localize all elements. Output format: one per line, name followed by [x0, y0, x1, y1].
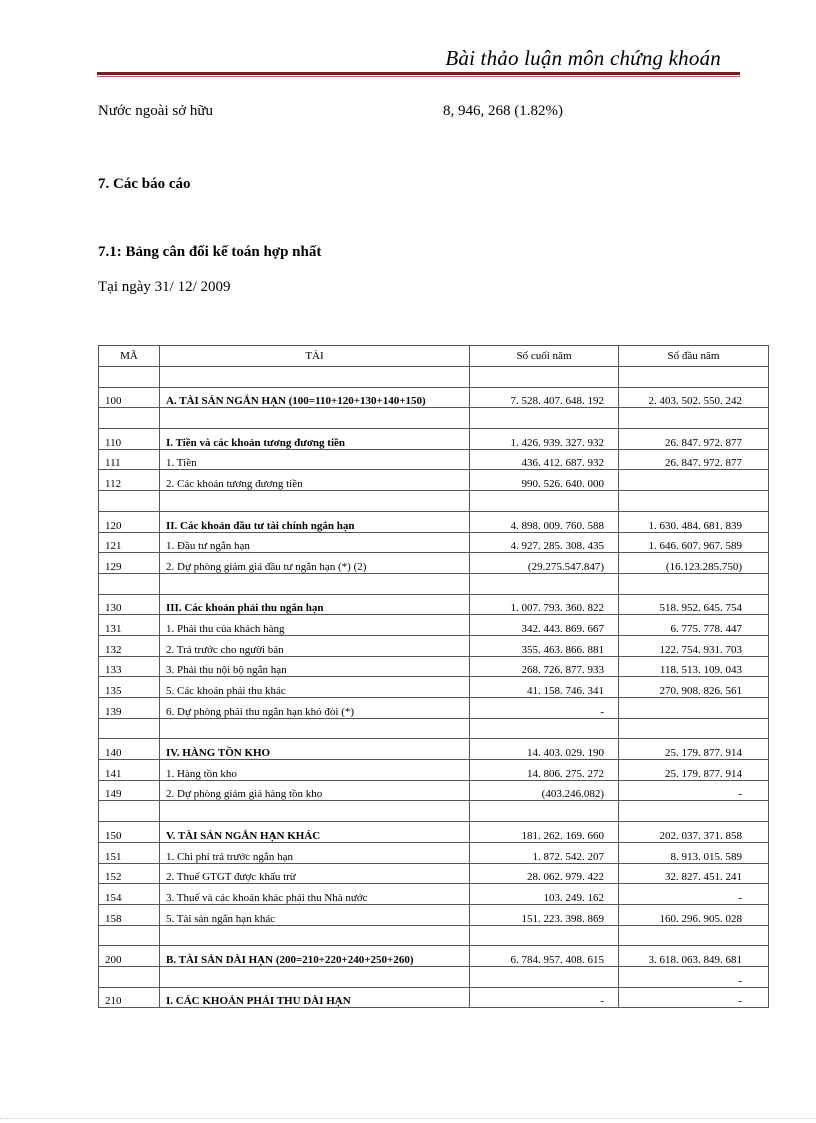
table-row	[99, 491, 769, 512]
row-item-name: 1. Chi phí trả trước ngắn hạn	[160, 842, 470, 863]
table-row	[99, 801, 769, 822]
row-item-name: IV. HÀNG TỒN KHO	[160, 739, 470, 760]
row-start-of-year-value	[619, 573, 769, 594]
row-code: 100	[99, 387, 160, 408]
row-code	[99, 801, 160, 822]
table-row	[99, 842, 769, 863]
row-end-of-year-value: (403.246.082)	[470, 780, 619, 801]
row-start-of-year-value: 202. 037. 371. 858	[619, 822, 769, 843]
row-code	[99, 408, 160, 429]
row-start-of-year-value	[619, 925, 769, 946]
row-end-of-year-value: 1. 007. 793. 360. 822	[470, 594, 619, 615]
row-code: 140	[99, 739, 160, 760]
row-code: 121	[99, 532, 160, 553]
section-7-heading: 7. Các báo cáo	[98, 176, 191, 192]
table-row	[99, 594, 769, 615]
row-end-of-year-value: 436. 412. 687. 932	[470, 449, 619, 470]
table-row	[99, 863, 769, 884]
row-end-of-year-value	[470, 491, 619, 512]
row-code: 129	[99, 553, 160, 574]
row-start-of-year-value	[619, 801, 769, 822]
row-end-of-year-value: 355. 463. 866. 881	[470, 635, 619, 656]
row-code: 111	[99, 449, 160, 470]
balance-sheet-table	[98, 345, 769, 1008]
table-row	[99, 449, 769, 470]
table-row	[99, 470, 769, 491]
table-row	[99, 615, 769, 636]
header-start-of-year: Số đầu năm	[619, 346, 769, 367]
table-row	[99, 387, 769, 408]
row-start-of-year-value: 25. 179. 877. 914	[619, 760, 769, 781]
row-item-name: 5. Tài sản ngắn hạn khác	[160, 904, 470, 925]
row-end-of-year-value: 4. 898. 009. 760. 588	[470, 511, 619, 532]
row-code	[99, 718, 160, 739]
row-start-of-year-value: -	[619, 884, 769, 905]
table-row	[99, 946, 769, 967]
row-code: 139	[99, 698, 160, 719]
row-code: 131	[99, 615, 160, 636]
table-row	[99, 987, 769, 1008]
row-item-name	[160, 573, 470, 594]
table-row	[99, 511, 769, 532]
row-start-of-year-value: 6. 775. 778. 447	[619, 615, 769, 636]
row-code: 133	[99, 656, 160, 677]
row-end-of-year-value	[470, 966, 619, 987]
row-code: 149	[99, 780, 160, 801]
row-code: 112	[99, 470, 160, 491]
row-start-of-year-value: 25. 179. 877. 914	[619, 739, 769, 760]
row-end-of-year-value: 1. 872. 542. 207	[470, 842, 619, 863]
section-7-1-heading: 7.1: Bảng cân đối kế toán hợp nhất	[98, 244, 322, 260]
row-item-name	[160, 491, 470, 512]
row-end-of-year-value: 151. 223. 398. 869	[470, 904, 619, 925]
row-start-of-year-value: 3. 618. 063. 849. 681	[619, 946, 769, 967]
row-item-name: 2. Các khoản tương đương tiền	[160, 470, 470, 491]
row-start-of-year-value: 160. 296. 905. 028	[619, 904, 769, 925]
header-code: MÃ	[99, 346, 160, 367]
row-end-of-year-value: 342. 443. 869. 667	[470, 615, 619, 636]
foreign-ownership-value: 8, 946, 268 (1.82%)	[443, 103, 563, 119]
row-start-of-year-value: -	[619, 966, 769, 987]
table-header-row	[99, 346, 769, 367]
row-item-name: I. Tiền và các khoản tương đương tiền	[160, 429, 470, 450]
row-item-name: 3. Phải thu nội bộ ngắn hạn	[160, 656, 470, 677]
table-row	[99, 656, 769, 677]
row-start-of-year-value: -	[619, 987, 769, 1008]
row-end-of-year-value: -	[470, 987, 619, 1008]
row-end-of-year-value: 28. 062. 979. 422	[470, 863, 619, 884]
row-code	[99, 966, 160, 987]
row-end-of-year-value: -	[470, 698, 619, 719]
table-row	[99, 553, 769, 574]
row-start-of-year-value: (16.123.285.750)	[619, 553, 769, 574]
row-start-of-year-value: 1. 630. 484. 681. 839	[619, 511, 769, 532]
row-item-name: 2. Trả trước cho người bán	[160, 635, 470, 656]
row-start-of-year-value: 26. 847. 972. 877	[619, 449, 769, 470]
row-item-name	[160, 966, 470, 987]
table-row	[99, 925, 769, 946]
table-row	[99, 573, 769, 594]
row-start-of-year-value	[619, 408, 769, 429]
row-end-of-year-value	[470, 801, 619, 822]
row-item-name: 6. Dự phòng phải thu ngắn hạn khó đòi (*)	[160, 698, 470, 719]
row-start-of-year-value: 8. 913. 015. 589	[619, 842, 769, 863]
row-code	[99, 925, 160, 946]
row-item-name: B. TÀI SẢN DÀI HẠN (200=210+220+240+250+260)	[160, 946, 470, 967]
table-row	[99, 367, 769, 388]
row-start-of-year-value	[619, 470, 769, 491]
report-date: Tại ngày 31/ 12/ 2009	[98, 279, 231, 295]
row-start-of-year-value: 122. 754. 931. 703	[619, 635, 769, 656]
row-item-name: V. TÀI SẢN NGẮN HẠN KHÁC	[160, 822, 470, 843]
row-code: 152	[99, 863, 160, 884]
row-item-name: A. TÀI SẢN NGẮN HẠN (100=110+120+130+140+150)	[160, 387, 470, 408]
table-row	[99, 408, 769, 429]
row-item-name: 2. Dự phòng giảm giá đầu tư ngắn hạn (*) (2)	[160, 553, 470, 574]
table-row	[99, 966, 769, 987]
row-item-name: 3. Thuế và các khoản khác phải thu Nhà nước	[160, 884, 470, 905]
table-row	[99, 739, 769, 760]
table-row	[99, 635, 769, 656]
row-code: 200	[99, 946, 160, 967]
row-start-of-year-value: 32. 827. 451. 241	[619, 863, 769, 884]
row-end-of-year-value: 4. 927. 285. 308. 435	[470, 532, 619, 553]
row-start-of-year-value: -	[619, 780, 769, 801]
row-code: 210	[99, 987, 160, 1008]
row-item-name: 1. Hàng tồn kho	[160, 760, 470, 781]
row-item-name: II. Các khoản đầu tư tài chính ngắn hạn	[160, 511, 470, 532]
row-code: 110	[99, 429, 160, 450]
row-item-name: 1. Phải thu của khách hàng	[160, 615, 470, 636]
row-item-name	[160, 801, 470, 822]
row-item-name	[160, 718, 470, 739]
table-row	[99, 429, 769, 450]
row-code: 132	[99, 635, 160, 656]
table-row	[99, 532, 769, 553]
page-bottom-border	[0, 1118, 816, 1119]
row-code	[99, 573, 160, 594]
page-header-title: Bài thảo luận môn chứng khoán	[445, 46, 721, 70]
row-start-of-year-value: 518. 952. 645. 754	[619, 594, 769, 615]
row-start-of-year-value: 118. 513. 109. 043	[619, 656, 769, 677]
row-code: 141	[99, 760, 160, 781]
row-end-of-year-value: 268. 726. 877. 933	[470, 656, 619, 677]
row-end-of-year-value: 7. 528. 407. 648. 192	[470, 387, 619, 408]
row-end-of-year-value: 103. 249. 162	[470, 884, 619, 905]
table-row	[99, 677, 769, 698]
row-end-of-year-value: 1. 426. 939. 327. 932	[470, 429, 619, 450]
row-end-of-year-value	[470, 408, 619, 429]
table-row	[99, 760, 769, 781]
row-code: 135	[99, 677, 160, 698]
row-code	[99, 491, 160, 512]
row-end-of-year-value	[470, 367, 619, 388]
row-start-of-year-value	[619, 367, 769, 388]
row-item-name: 1. Tiền	[160, 449, 470, 470]
row-end-of-year-value: 14. 403. 029. 190	[470, 739, 619, 760]
row-start-of-year-value: 1. 646. 607. 967. 589	[619, 532, 769, 553]
header-end-of-year: Số cuối năm	[470, 346, 619, 367]
row-start-of-year-value	[619, 698, 769, 719]
row-item-name	[160, 408, 470, 429]
row-end-of-year-value	[470, 718, 619, 739]
row-code: 158	[99, 904, 160, 925]
row-end-of-year-value: 990. 526. 640. 000	[470, 470, 619, 491]
row-start-of-year-value: 26. 847. 972. 877	[619, 429, 769, 450]
row-end-of-year-value	[470, 573, 619, 594]
row-start-of-year-value: 270. 908. 826. 561	[619, 677, 769, 698]
row-item-name	[160, 367, 470, 388]
table-row	[99, 822, 769, 843]
row-start-of-year-value: 2. 403. 502. 550. 242	[619, 387, 769, 408]
row-end-of-year-value: 181. 262. 169. 660	[470, 822, 619, 843]
row-item-name: I. CÁC KHOẢN PHẢI THU DÀI HẠN	[160, 987, 470, 1008]
row-code	[99, 367, 160, 388]
header-asset: TÀI	[160, 346, 470, 367]
row-item-name: III. Các khoản phải thu ngắn hạn	[160, 594, 470, 615]
table-row	[99, 698, 769, 719]
row-end-of-year-value: (29.275.547.847)	[470, 553, 619, 574]
row-item-name	[160, 925, 470, 946]
row-start-of-year-value	[619, 491, 769, 512]
row-code: 120	[99, 511, 160, 532]
row-item-name: 1. Đầu tư ngắn hạn	[160, 532, 470, 553]
row-end-of-year-value: 6. 784. 957. 408. 615	[470, 946, 619, 967]
row-code: 150	[99, 822, 160, 843]
foreign-ownership-label: Nước ngoài sở hữu	[98, 103, 214, 119]
row-start-of-year-value	[619, 718, 769, 739]
row-item-name: 2. Thuế GTGT được khấu trừ	[160, 863, 470, 884]
row-code: 151	[99, 842, 160, 863]
table-row	[99, 718, 769, 739]
header-rule-thin	[97, 76, 740, 77]
row-end-of-year-value: 41. 158. 746. 341	[470, 677, 619, 698]
table-row	[99, 780, 769, 801]
row-code: 154	[99, 884, 160, 905]
row-end-of-year-value	[470, 925, 619, 946]
row-item-name: 5. Các khoản phải thu khác	[160, 677, 470, 698]
header-rule	[97, 72, 740, 75]
table-row	[99, 904, 769, 925]
row-code: 130	[99, 594, 160, 615]
row-item-name: 2. Dự phòng giảm giá hàng tồn kho	[160, 780, 470, 801]
row-end-of-year-value: 14. 806. 275. 272	[470, 760, 619, 781]
table-row	[99, 884, 769, 905]
